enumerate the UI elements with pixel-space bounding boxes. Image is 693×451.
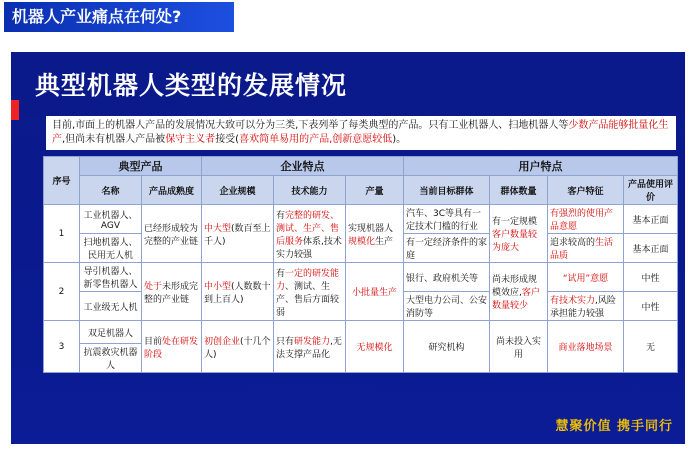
cell-eval: 中性 [624,292,678,321]
cell-feature: 商业落地场景 [548,321,624,373]
highlight: 完整的研发、测试、生产、售后服务 [276,210,340,247]
highlight: 客户数量较为庞大 [492,230,538,253]
slide [11,52,685,444]
highlight: 客户数量较少 [492,288,540,311]
cell-target: 银行、政府机关等 [404,263,490,292]
table-row [44,263,678,292]
cell-feature [548,205,624,234]
text: ,风险承担能力较强 [550,296,616,319]
highlight: 处在研发阶段 [144,336,199,360]
text: 目前 [144,336,163,347]
cell-product: 无规模化 [346,321,404,373]
highlight: 研发能力 [294,336,331,347]
cell-feature: “试用”意愿 [548,263,624,292]
header-count: 群体数量 [490,176,548,205]
header-target: 当前目标群体 [404,176,490,205]
cell-name: 双足机器人 [80,321,142,344]
text: ,无法支撑产品化 [276,336,342,360]
group-user: 用户特点 [404,157,678,176]
cell-scale [202,263,274,321]
cell-tech [274,321,346,373]
header-seq: 序号 [44,157,80,205]
cell-scale [202,205,274,263]
text: (十几个人) [204,336,271,360]
text: 有 [276,210,286,221]
cell-name: 导引机器人、新零售机器人 [80,263,142,292]
table-row [44,205,678,234]
slide-title: 典型机器人类型的发展情况 [35,71,348,100]
cell-seq: 2 [44,263,80,321]
cell-maturity: 已经形成较为完整的产业链 [142,205,202,263]
intro-highlight: 喜欢简单易用的产品,创新意愿较低 [239,134,393,145]
cell-eval: 基本正面 [624,205,678,234]
cell-feature [548,292,624,321]
header-eval: 产品使用评价 [624,176,678,205]
cell-seq: 1 [44,205,80,263]
cell-count [490,205,548,263]
text: 体系,技术实力较强 [276,236,342,260]
intro-part: 目前,市面上的机器人产品的发展情况大致可以分为三类,下表列举了每类典型的产品。只有工业机器人、扫地机器人等 [52,120,569,131]
cell-eval: 基本正面 [624,234,678,263]
header-feature: 客户特征 [548,176,624,205]
cell-target: 研究机构 [404,321,490,373]
cell-product [346,205,404,263]
cell-name: 扫地机器人、民用无人机 [80,234,142,263]
highlight: 中大型 [204,223,232,234]
cell-seq: 3 [44,321,80,373]
cell-tech [274,205,346,263]
highlight: 初创企业 [204,336,241,347]
text: 实现机器人 [348,223,394,234]
group-enterprise: 企业特点 [202,157,404,176]
cell-target: 有一定经济条件的家庭 [404,234,490,263]
text: 、测试、生产、售后方面较弱 [276,281,340,318]
intro-text [46,116,676,150]
cell-eval: 中性 [624,263,678,292]
cell-name: 工业级无人机 [80,292,142,321]
header-name: 名称 [80,176,142,205]
cell-product: 小批量生产 [346,263,404,321]
cell-feature [548,234,624,263]
header-row [44,157,678,176]
cell-count [490,263,548,321]
cell-eval: 无 [624,321,678,373]
cell-count: 尚未投入实用 [490,321,548,373]
text: (人数数十到上百人) [204,281,271,305]
highlight: 生活品质 [550,238,614,261]
header-row [44,176,678,205]
table-row [44,321,678,344]
cell-target: 大型电力公司、公安消防等 [404,292,490,321]
cell-maturity [142,263,202,321]
cell-name: 工业机器人、AGV [80,205,142,234]
cell-name: 抗震救灾机器人 [80,344,142,373]
highlight: 一定的研发能力 [276,268,340,292]
highlight: 有技术实力 [550,296,596,306]
robot-type-table [43,156,678,373]
header-product: 产量 [346,176,404,205]
text: 只有 [276,336,295,347]
text: (数百至上千人) [204,223,271,247]
header-maturity: 产品成熟度 [142,176,202,205]
intro-part: 接受( [215,134,240,145]
header-tech: 技术能力 [274,176,346,205]
intro-highlight: 保守主义者 [165,134,216,145]
text: 未形成完整的产业链 [144,281,199,305]
text: 有一定规模 [492,217,538,227]
highlight: 处于 [144,281,163,292]
text: 有 [276,268,286,279]
header-scale: 企业规模 [202,176,274,205]
highlight: 规模化 [348,236,376,247]
slogan: 慧聚价值 携手同行 [555,419,673,434]
cell-scale [202,321,274,373]
text: 追求较高的 [550,238,596,248]
text: 生产 [375,236,394,247]
cell-maturity [142,321,202,373]
intro-part: ,但尚未有机器人产品被 [62,134,166,145]
cell-target: 汽车、3C等具有一定技术门槛的行业 [404,205,490,234]
intro-highlight: 少数产品能够批量化生产 [52,120,669,145]
text: 尚未形成规模效应, [492,275,538,298]
accent-bar [11,100,19,120]
highlight: 有强烈的使用产品意愿 [550,209,614,232]
cell-tech [274,263,346,321]
section-title: 机器人产业痛点在何处? [4,2,234,32]
intro-part: )。 [392,134,407,145]
highlight: 中小型 [204,281,232,292]
group-typical: 典型产品 [80,157,202,176]
